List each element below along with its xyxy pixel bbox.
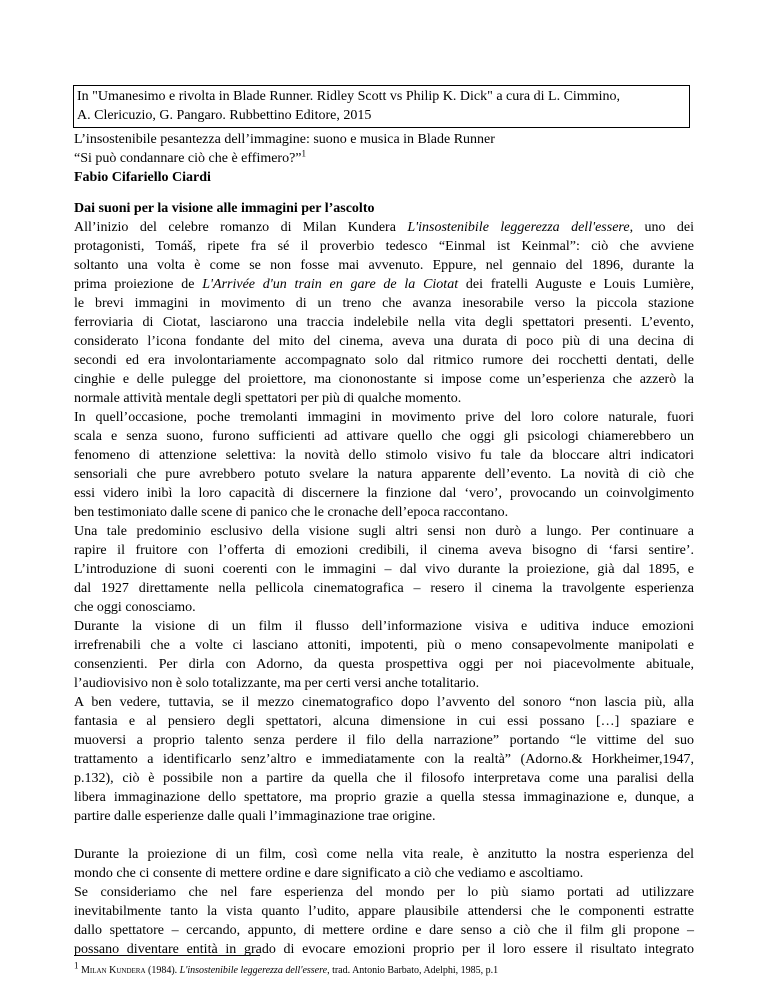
article-title-line-1: L’insostenibile pesantezza dell’immagine: suono e musica in Blade Runner — [74, 132, 495, 147]
text-line: Se consideriamo che nel fare esperienza del mondo per lo più siamo portati ad utilizzare — [74, 885, 694, 900]
paragraph — [74, 522, 694, 617]
text-line: Una tale predominio esclusivo della visione sugli altri sensi non durò a lungo. Per continuare a — [74, 524, 694, 539]
text-line: All’inizio del celebre romanzo di Milan Kundera L'insostenibile leggerezza dell'essere, uno dei — [74, 220, 694, 235]
source-citation-line-2: A. Clericuzio, G. Pangaro. Rubbettino Editore, 2015 — [77, 108, 372, 123]
text-line: dal 1927 direttamente nella pellicola cinematografica – resero il cinema la travolgente esperienza — [74, 581, 694, 596]
text-line: l’audiovisivo non è solo totalizzante, ma per certi versi anche totalitario. — [74, 676, 480, 691]
body-text — [74, 199, 694, 959]
source-citation-box — [73, 85, 690, 128]
text-line: fenomeno di attenzione selettiva: la novità dello stimolo visivo fu tale da bloccare altri indicatori — [74, 448, 694, 463]
text-line: le brevi immagini in movimento di un treno che avanza inesorabile verso la piccola stazione — [74, 296, 694, 311]
text-line: Durante la visione di un film il flusso dell’informazione visiva e uditiva induce emozioni — [74, 619, 694, 634]
paragraph — [74, 218, 694, 408]
paragraph — [74, 845, 694, 883]
article-subtitle — [74, 149, 694, 168]
text-line: irrefrenabili che a volte ci lasciano attoniti, impotenti, più o meno consapevolmente manipolati e — [74, 638, 694, 653]
section-heading: Dai suoni per la visione alle immagini per l’ascolto — [74, 201, 375, 216]
text-line: dallo spettatore – cercando, appunto, di mettere ordine e dare senso a ciò che il film gli propone – — [74, 923, 694, 938]
text-line: scala e senza suono, furono sufficienti ad attivare quello che oggi gli psicologi chiamerebbero un — [74, 429, 694, 444]
text-line: Durante la proiezione di un film, così come nella vita reale, è anzitutto la nostra esperienza del — [74, 847, 694, 862]
footnote — [74, 960, 499, 977]
paragraph — [74, 883, 694, 959]
text-line: partire dalle esperienze dalle quali l’immaginazione trae origine. — [74, 809, 436, 824]
text-line: soltanto una volta è come se non fosse mai avvenuto. Eppure, nel gennaio del 1896, durante la — [74, 258, 694, 273]
source-citation-line-1: In "Umanesimo e rivolta in Blade Runner. Ridley Scott vs Philip K. Dick" a cura di L. Cimmino, — [77, 89, 620, 104]
text-line: ben testimoniato dalle scene di panico che le cronache dell’epoca raccontano. — [74, 505, 509, 520]
paragraph — [74, 693, 694, 826]
footnote-mark: 1 — [74, 960, 79, 971]
footnote-author: Milan Kundera — [81, 965, 146, 976]
paragraph — [74, 617, 694, 693]
text-line: fantasia e al pensiero degli spettatori, alcuna dimensione in cui essi possano […] spaziare e — [74, 714, 694, 729]
footnote-rest: , trad. Antonio Barbato, Adelphi, 1985, p.1 — [327, 965, 499, 976]
text-line: secondi ed era involontariamente accompagnato solo dal ritmico rumore dei rocchetti dentati, delle — [74, 353, 694, 368]
paragraph — [74, 408, 694, 522]
footnote-year: (1984). — [145, 965, 180, 976]
text-line: sensoriali che pure avrebbero potuto svelare la natura apparente dell’evento. La novità di ciò che — [74, 467, 694, 482]
footnote-separator — [74, 955, 260, 956]
text-line: trattamento a identificarlo senz’altro e immediatamente con la realtà” (Adorno.& Horkheimer,1947, — [74, 752, 694, 767]
text-line: muoversi a proprio talento senza perdere il filo della narrazione” portando “le vittime del suo — [74, 733, 694, 748]
text-line: inevitabilmente tanto la vista quanto l’udito, appare plausibile attendersi che le componenti estratte — [74, 904, 694, 919]
author-name: Fabio Cifariello Ciardi — [74, 170, 211, 185]
text-line: mondo che ci consente di mettere ordine e dare significato a ciò che vediamo e ascoltiamo. — [74, 866, 584, 881]
text-line: possano diventare entità in grado di evocare emozioni proprio per il loro essere il risultato integrato — [74, 942, 694, 957]
footnote-title: L'insostenibile leggerezza dell'essere — [179, 965, 328, 976]
text-line: che oggi conosciamo. — [74, 600, 196, 615]
text-line: protagonisti, Tomáš, ripete fra sé il proverbio tedesco “Einmal ist Keinmal”: ciò che avviene — [74, 239, 694, 254]
text-line: A ben vedere, tuttavia, se il mezzo cinematografico dopo l’avvento del sonoro “non lascia più, alla — [74, 695, 694, 710]
italic-title: L'insostenibile leggerezza dell'essere — [407, 220, 630, 235]
article-title — [74, 130, 694, 168]
text-line: cinghie e delle pulegge del proiettore, ma ciononostante si impose come un’esperienza che azzerò la — [74, 372, 694, 387]
text-line: libera immaginazione dello spettatore, ma proprio grazie a quella stessa immaginazione e, dunque, a — [74, 790, 694, 805]
text-line: considerato l’icona fondante del mito del cinema, aveva una durata di poco più di una decina di — [74, 334, 694, 349]
text-line: p.132), ciò è possibile non a partire da quella che il filosofo interpretava come una paralisi della — [74, 771, 694, 786]
italic-title: L'Arrivée d'un train en gare de la Ciotat — [202, 277, 459, 292]
article-subtitle-text: “Si può condannare ciò che è effimero?” — [74, 151, 302, 166]
text-line: rapire il fruitore con l’offerta di emozioni credibili, il cinema aveva bisogno di ‘farsi sentire’. — [74, 543, 694, 558]
text-line: normale attività mentale degli spettatori per più di qualche momento. — [74, 391, 462, 406]
paragraphs — [74, 218, 694, 959]
text-line: L’introduzione di suoni coerenti con le immagini – dal vivo durante la proiezione, già dal 1895, e — [74, 562, 694, 577]
text-line: essi videro inibì la loro capacità di discernere la finzione dal ‘vero’, provocando un coinvolgimento — [74, 486, 694, 501]
text-line: prima proiezione de L'Arrivée d'un train en gare de la Ciotat dei fratelli Auguste e Louis Lumière, — [74, 277, 695, 292]
footnote-reference[interactable]: 1 — [301, 148, 307, 159]
text-line: In quell’occasione, poche tremolanti immagini in movimento prive del loro colore naturale, fuori — [74, 410, 694, 425]
text-line: consenzienti. Per dirla con Adorno, da questa prospettiva oggi per noi piacevolmente abituale, — [74, 657, 694, 672]
text-line: ferroviaria di Ciotat, lasciarono una traccia indelebile nella vita degli spettatori presenti. L’evento, — [74, 315, 694, 330]
